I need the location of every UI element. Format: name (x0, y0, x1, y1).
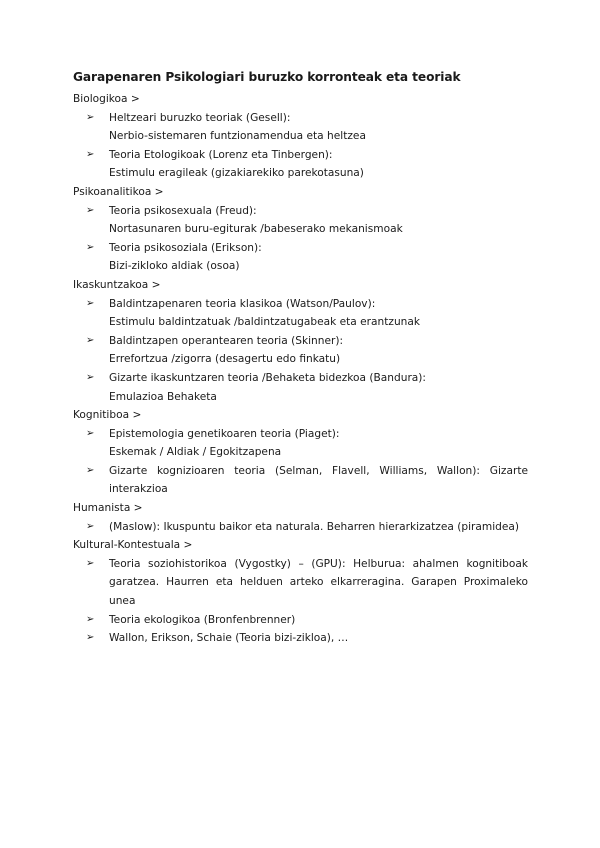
arrow-bullet-icon: ➢ (86, 204, 95, 216)
section-heading: Kultural-Kontestuala > (73, 539, 193, 552)
arrow-bullet-icon: ➢ (86, 632, 95, 644)
outline-item (73, 425, 528, 462)
outline-item (73, 462, 528, 499)
section-heading: Kognitiboa > (73, 409, 142, 422)
item-title: Teoria Etologikoak (Lorenz eta Tinbergen): (109, 148, 333, 161)
item-title: Epistemologia genetikoaren teoria (Piaget): (109, 427, 340, 440)
item-detail: Nortasunaren buru-egiturak /babeserako mekanismoak (109, 223, 403, 236)
item-title: Baldintzapenaren teoria klasikoa (Watson/Paulov): (109, 297, 376, 310)
outline-item (73, 109, 528, 146)
section-heading: Humanista > (73, 502, 143, 515)
arrow-bullet-icon: ➢ (86, 427, 95, 439)
item-paragraph: Gizarte kognizioaren teoria (Selman, Flavell, Williams, Wallon): Gizarte interakzioa (109, 464, 528, 496)
outline-item (73, 555, 528, 611)
item-title: Gizarte ikaskuntzaren teoria /Behaketa bidezkoa (Bandura): (109, 371, 426, 384)
arrow-bullet-icon: ➢ (86, 371, 95, 383)
arrow-bullet-icon: ➢ (86, 520, 95, 532)
arrow-bullet-icon: ➢ (86, 111, 95, 123)
arrow-bullet-icon: ➢ (86, 148, 95, 160)
item-title: Teoria ekologikoa (Bronfenbrenner) (109, 613, 296, 626)
item-title: Baldintzapen operantearen teoria (Skinner): (109, 334, 344, 347)
outline-item (73, 295, 528, 332)
item-detail: Eskemak / Aldiak / Egokitzapena (109, 446, 282, 459)
item-detail: Estimulu baldintzatuak /baldintzatugabeak eta erantzunak (109, 316, 420, 329)
arrow-bullet-icon: ➢ (86, 613, 95, 625)
arrow-bullet-icon: ➢ (86, 557, 95, 569)
item-paragraph: (Maslow): Ikuspuntu baikor eta naturala. Beharren hierarkizatzea (piramidea) (109, 520, 520, 533)
section-heading: Psikoanalitikoa > (73, 185, 164, 198)
document-title: Garapenaren Psikologiari buruzko korronteak eta teoriak (73, 70, 461, 84)
arrow-bullet-icon: ➢ (86, 241, 95, 253)
item-detail: Estimulu eragileak (gizakiarekiko parekotasuna) (109, 167, 364, 180)
section-heading: Biologikoa > (73, 93, 140, 105)
arrow-bullet-icon: ➢ (86, 297, 95, 309)
item-detail: Bizi-zikloko aldiak (osoa) (109, 260, 240, 273)
item-detail: Errefortzua /zigorra (desagertu edo finkatu) (109, 353, 341, 366)
item-title: Wallon, Erikson, Schaie (Teoria bizi-zikloa), … (109, 632, 349, 645)
outline-item (73, 518, 528, 537)
item-title: Teoria psikosexuala (Freud): (109, 204, 257, 217)
outline-item (73, 369, 528, 406)
item-title: Heltzeari buruzko teoriak (Gesell): (109, 111, 291, 124)
outline-item (73, 146, 528, 183)
outline-item (73, 629, 528, 648)
section-heading: Ikaskuntzakoa > (73, 278, 161, 291)
item-title: Teoria psikosoziala (Erikson): (109, 241, 262, 254)
outline-item (73, 202, 528, 239)
item-paragraph: Teoria soziohistorikoa (Vygostky) – (GPU): Helburua: ahalmen kognitiboak garatzea. Haurren eta helduen arteko elkarreragina. Garapen Proximaleko unea (109, 557, 528, 608)
outline-item (73, 611, 528, 630)
outline-item (73, 239, 528, 276)
arrow-bullet-icon: ➢ (86, 464, 95, 476)
theory-outline (73, 90, 528, 648)
outline-item (73, 332, 528, 369)
arrow-bullet-icon: ➢ (86, 334, 95, 346)
item-detail: Emulazioa Behaketa (109, 390, 217, 403)
item-detail: Nerbio-sistemaren funtzionamendua eta heltzea (109, 130, 366, 143)
